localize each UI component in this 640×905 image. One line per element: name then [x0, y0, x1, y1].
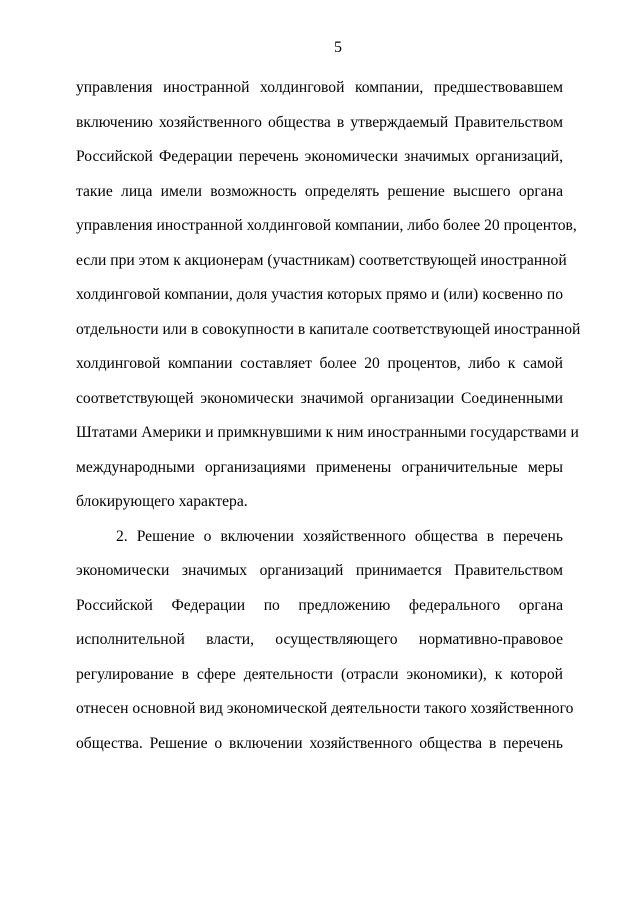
text-line: Штатами Америки и примкнувшими к ним иностранными государствами и [76, 424, 579, 441]
text-line: управления иностранной холдинговой компании, предшествовавшем [76, 79, 563, 96]
text-line: включению хозяйственного общества в утверждаемый Правительством [76, 114, 563, 131]
text-line: Российской Федерации перечень экономически значимых организаций, [76, 148, 563, 165]
text-line: Российской Федерации по предложению федерального органа [76, 597, 563, 614]
text-line: международными организациями применены ограничительные меры [76, 459, 563, 476]
text-line: общества. Решение о включении хозяйственного общества в перечень [76, 735, 563, 752]
text-line: управления иностранной холдинговой компании, либо более 20 процентов, [76, 217, 577, 234]
text-line: исполнительной власти, осуществляющего нормативно-правовое [76, 631, 563, 648]
text-line: регулирование в сфере деятельности (отрасли экономики), к которой [76, 666, 563, 683]
page-number: 5 [334, 39, 342, 56]
text-line: блокирующего характера. [76, 493, 248, 510]
text-line: отнесен основной вид экономической деятельности такого хозяйственного [76, 700, 574, 717]
text-line: такие лица имели возможность определять решение высшего органа [76, 183, 563, 200]
text-line: соответствующей экономически значимой организации Соединенными [76, 390, 563, 407]
text-line: холдинговой компании составляет более 20 процентов, либо к самой [76, 355, 563, 372]
text-line: экономически значимых организаций принимается Правительством [76, 562, 563, 579]
text-line: 2. Решение о включении хозяйственного общества в перечень [116, 528, 563, 545]
text-line: холдинговой компании, доля участия которых прямо и (или) косвенно по [76, 286, 563, 303]
text-line: если при этом к акционерам (участникам) соответствующей иностранной [76, 252, 567, 269]
text-line: отдельности или в совокупности в капитале соответствующей иностранной [76, 321, 581, 338]
